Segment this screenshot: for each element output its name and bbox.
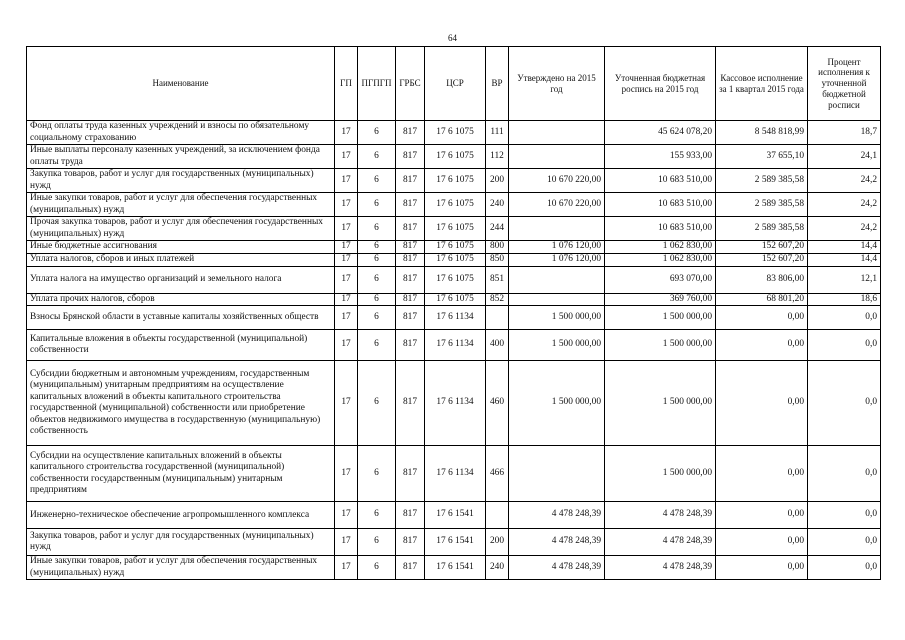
cell-name: Иные закупки товаров, работ и услуг для обеспечения государственных (муниципальных) нужд	[27, 193, 335, 217]
cell-gp: 17	[335, 121, 358, 145]
cell-approved	[509, 217, 605, 241]
cell-grbs: 817	[396, 241, 425, 254]
table-row	[27, 529, 881, 556]
cell-gp: 17	[335, 529, 358, 556]
cell-ppgp: 6	[358, 169, 396, 193]
cell-ppgp: 6	[358, 193, 396, 217]
cell-vr: 240	[486, 193, 509, 217]
cell-cash: 152 607,20	[716, 253, 808, 266]
cell-cash: 0,00	[716, 502, 808, 529]
header-approved: Утверждено на 2015 год	[509, 47, 605, 121]
table-header-row	[27, 47, 881, 121]
cell-approved	[509, 446, 605, 502]
cell-percent: 24,2	[808, 193, 881, 217]
cell-vr: 851	[486, 266, 509, 293]
cell-percent: 0,0	[808, 556, 881, 580]
cell-name: Закупка товаров, работ и услуг для государственных (муниципальных) нужд	[27, 529, 335, 556]
cell-approved: 1 500 000,00	[509, 330, 605, 361]
cell-vr: 200	[486, 529, 509, 556]
cell-approved: 1 500 000,00	[509, 361, 605, 446]
cell-percent: 14,4	[808, 253, 881, 266]
table-row	[27, 266, 881, 293]
cell-name: Закупка товаров, работ и услуг для государственных (муниципальных) нужд	[27, 169, 335, 193]
cell-csr: 17 6 1134	[425, 306, 486, 330]
cell-refined: 10 683 510,00	[605, 169, 716, 193]
cell-gp: 17	[335, 169, 358, 193]
cell-cash: 0,00	[716, 446, 808, 502]
cell-cash: 2 589 385,58	[716, 217, 808, 241]
cell-percent: 0,0	[808, 330, 881, 361]
cell-ppgp: 6	[358, 306, 396, 330]
table-row	[27, 306, 881, 330]
cell-gp: 17	[335, 361, 358, 446]
cell-cash: 152 607,20	[716, 241, 808, 254]
cell-grbs: 817	[396, 169, 425, 193]
cell-approved: 10 670 220,00	[509, 169, 605, 193]
header-gp: ГП	[335, 47, 358, 121]
cell-ppgp: 6	[358, 253, 396, 266]
cell-cash: 68 801,20	[716, 293, 808, 306]
cell-percent: 18,6	[808, 293, 881, 306]
cell-percent: 0,0	[808, 306, 881, 330]
cell-vr	[486, 306, 509, 330]
header-name: Наименование	[27, 47, 335, 121]
table-row	[27, 193, 881, 217]
cell-cash: 0,00	[716, 306, 808, 330]
cell-refined: 4 478 248,39	[605, 556, 716, 580]
cell-csr: 17 6 1541	[425, 556, 486, 580]
cell-grbs: 817	[396, 121, 425, 145]
cell-percent: 24,1	[808, 145, 881, 169]
table-row	[27, 169, 881, 193]
cell-cash: 0,00	[716, 556, 808, 580]
cell-gp: 17	[335, 145, 358, 169]
cell-approved	[509, 145, 605, 169]
cell-approved: 10 670 220,00	[509, 193, 605, 217]
cell-percent: 0,0	[808, 361, 881, 446]
cell-refined: 10 683 510,00	[605, 217, 716, 241]
cell-refined: 4 478 248,39	[605, 529, 716, 556]
cell-vr: 850	[486, 253, 509, 266]
cell-approved: 1 500 000,00	[509, 306, 605, 330]
cell-percent: 0,0	[808, 446, 881, 502]
cell-refined: 1 500 000,00	[605, 361, 716, 446]
cell-grbs: 817	[396, 266, 425, 293]
cell-name: Фонд оплаты труда казенных учреждений и взносы по обязательному социальному страхованию	[27, 121, 335, 145]
cell-approved: 4 478 248,39	[509, 556, 605, 580]
cell-grbs: 817	[396, 306, 425, 330]
cell-refined: 1 500 000,00	[605, 446, 716, 502]
cell-gp: 17	[335, 293, 358, 306]
cell-vr	[486, 502, 509, 529]
cell-ppgp: 6	[358, 529, 396, 556]
cell-cash: 37 655,10	[716, 145, 808, 169]
table-row	[27, 145, 881, 169]
cell-csr: 17 6 1075	[425, 145, 486, 169]
table-row	[27, 330, 881, 361]
cell-approved: 4 478 248,39	[509, 502, 605, 529]
cell-gp: 17	[335, 266, 358, 293]
table-body	[27, 121, 881, 580]
cell-ppgp: 6	[358, 330, 396, 361]
cell-ppgp: 6	[358, 502, 396, 529]
cell-grbs: 817	[396, 529, 425, 556]
cell-refined: 369 760,00	[605, 293, 716, 306]
cell-gp: 17	[335, 502, 358, 529]
cell-refined: 693 070,00	[605, 266, 716, 293]
cell-vr: 111	[486, 121, 509, 145]
header-grbs: ГРБС	[396, 47, 425, 121]
cell-grbs: 817	[396, 145, 425, 169]
cell-name: Иные выплаты персоналу казенных учреждений, за исключением фонда оплаты труда	[27, 145, 335, 169]
table-row	[27, 121, 881, 145]
cell-vr: 244	[486, 217, 509, 241]
cell-name: Уплата прочих налогов, сборов	[27, 293, 335, 306]
cell-percent: 0,0	[808, 502, 881, 529]
cell-ppgp: 6	[358, 145, 396, 169]
cell-name: Субсидии на осуществление капитальных вложений в объекты капитального строительства государственной (муниципальной) собственности государственным (муниципальным) унитарным предприятиям	[27, 446, 335, 502]
cell-percent: 14,4	[808, 241, 881, 254]
cell-gp: 17	[335, 446, 358, 502]
cell-ppgp: 6	[358, 293, 396, 306]
page-number: 64	[448, 33, 457, 43]
cell-percent: 24,2	[808, 169, 881, 193]
cell-refined: 1 062 830,00	[605, 253, 716, 266]
cell-refined: 10 683 510,00	[605, 193, 716, 217]
cell-grbs: 817	[396, 502, 425, 529]
cell-gp: 17	[335, 306, 358, 330]
cell-csr: 17 6 1134	[425, 446, 486, 502]
cell-name: Капитальные вложения в объекты государственной (муниципальной) собственности	[27, 330, 335, 361]
cell-grbs: 817	[396, 293, 425, 306]
table-row	[27, 556, 881, 580]
cell-gp: 17	[335, 330, 358, 361]
cell-name: Прочая закупка товаров, работ и услуг для обеспечения государственных (муниципальных) нужд	[27, 217, 335, 241]
cell-refined: 1 500 000,00	[605, 306, 716, 330]
cell-cash: 2 589 385,58	[716, 193, 808, 217]
cell-ppgp: 6	[358, 121, 396, 145]
cell-ppgp: 6	[358, 241, 396, 254]
cell-grbs: 817	[396, 446, 425, 502]
cell-vr: 400	[486, 330, 509, 361]
header-refined: Уточненная бюджетная роспись на 2015 год	[605, 47, 716, 121]
cell-name: Иные закупки товаров, работ и услуг для обеспечения государственных (муниципальных) нужд	[27, 556, 335, 580]
cell-refined: 1 500 000,00	[605, 330, 716, 361]
cell-csr: 17 6 1075	[425, 217, 486, 241]
cell-refined: 155 933,00	[605, 145, 716, 169]
cell-csr: 17 6 1134	[425, 361, 486, 446]
cell-cash: 0,00	[716, 529, 808, 556]
cell-csr: 17 6 1075	[425, 253, 486, 266]
cell-approved: 1 076 120,00	[509, 241, 605, 254]
cell-csr: 17 6 1075	[425, 266, 486, 293]
cell-name: Уплата налогов, сборов и иных платежей	[27, 253, 335, 266]
cell-grbs: 817	[396, 556, 425, 580]
cell-approved: 1 076 120,00	[509, 253, 605, 266]
header-ppgp: ПГПГП	[358, 47, 396, 121]
cell-name: Субсидии бюджетным и автономным учреждениям, государственным (муниципальным) унитарным предприятиям на осуществление капитальных вложений в объекты капитального строительства государственной (муниципальной) собственности или приобретение объектов недвижимого имущества в государственную (муниципальную) собственность	[27, 361, 335, 446]
cell-gp: 17	[335, 193, 358, 217]
cell-gp: 17	[335, 241, 358, 254]
cell-percent: 0,0	[808, 529, 881, 556]
cell-ppgp: 6	[358, 217, 396, 241]
cell-vr: 466	[486, 446, 509, 502]
cell-csr: 17 6 1075	[425, 193, 486, 217]
table-row	[27, 293, 881, 306]
cell-csr: 17 6 1075	[425, 121, 486, 145]
header-cash: Кассовое исполнение за 1 квартал 2015 года	[716, 47, 808, 121]
cell-csr: 17 6 1541	[425, 502, 486, 529]
cell-cash: 0,00	[716, 330, 808, 361]
cell-csr: 17 6 1541	[425, 529, 486, 556]
cell-vr: 800	[486, 241, 509, 254]
cell-csr: 17 6 1075	[425, 293, 486, 306]
cell-refined: 1 062 830,00	[605, 241, 716, 254]
cell-percent: 12,1	[808, 266, 881, 293]
cell-grbs: 817	[396, 253, 425, 266]
cell-grbs: 817	[396, 330, 425, 361]
cell-approved: 4 478 248,39	[509, 529, 605, 556]
cell-name: Взносы Брянской области в уставные капиталы хозяйственных обществ	[27, 306, 335, 330]
cell-csr: 17 6 1075	[425, 169, 486, 193]
budget-execution-table	[26, 46, 881, 580]
cell-cash: 8 548 818,99	[716, 121, 808, 145]
header-vr: ВР	[486, 47, 509, 121]
cell-vr: 460	[486, 361, 509, 446]
cell-ppgp: 6	[358, 556, 396, 580]
cell-approved	[509, 266, 605, 293]
cell-ppgp: 6	[358, 266, 396, 293]
cell-percent: 18,7	[808, 121, 881, 145]
cell-cash: 83 806,00	[716, 266, 808, 293]
cell-csr: 17 6 1134	[425, 330, 486, 361]
table-row	[27, 241, 881, 254]
cell-cash: 0,00	[716, 361, 808, 446]
cell-cash: 2 589 385,58	[716, 169, 808, 193]
cell-vr: 200	[486, 169, 509, 193]
cell-approved	[509, 121, 605, 145]
header-percent: Процент исполнения к уточненной бюджетной росписи	[808, 47, 881, 121]
cell-name: Уплата налога на имущество организаций и земельного налога	[27, 266, 335, 293]
cell-percent: 24,2	[808, 217, 881, 241]
cell-ppgp: 6	[358, 446, 396, 502]
cell-gp: 17	[335, 253, 358, 266]
cell-grbs: 817	[396, 217, 425, 241]
table-row	[27, 502, 881, 529]
cell-gp: 17	[335, 217, 358, 241]
cell-csr: 17 6 1075	[425, 241, 486, 254]
cell-ppgp: 6	[358, 361, 396, 446]
table-row	[27, 217, 881, 241]
header-csr: ЦСР	[425, 47, 486, 121]
table-row	[27, 446, 881, 502]
cell-gp: 17	[335, 556, 358, 580]
cell-refined: 4 478 248,39	[605, 502, 716, 529]
cell-name: Иные бюджетные ассигнования	[27, 241, 335, 254]
cell-approved	[509, 293, 605, 306]
table-row	[27, 361, 881, 446]
cell-name: Инженерно-техническое обеспечение агропромышленного комплекса	[27, 502, 335, 529]
cell-vr: 240	[486, 556, 509, 580]
cell-grbs: 817	[396, 361, 425, 446]
table-row	[27, 253, 881, 266]
cell-refined: 45 624 078,20	[605, 121, 716, 145]
cell-vr: 112	[486, 145, 509, 169]
cell-vr: 852	[486, 293, 509, 306]
cell-grbs: 817	[396, 193, 425, 217]
